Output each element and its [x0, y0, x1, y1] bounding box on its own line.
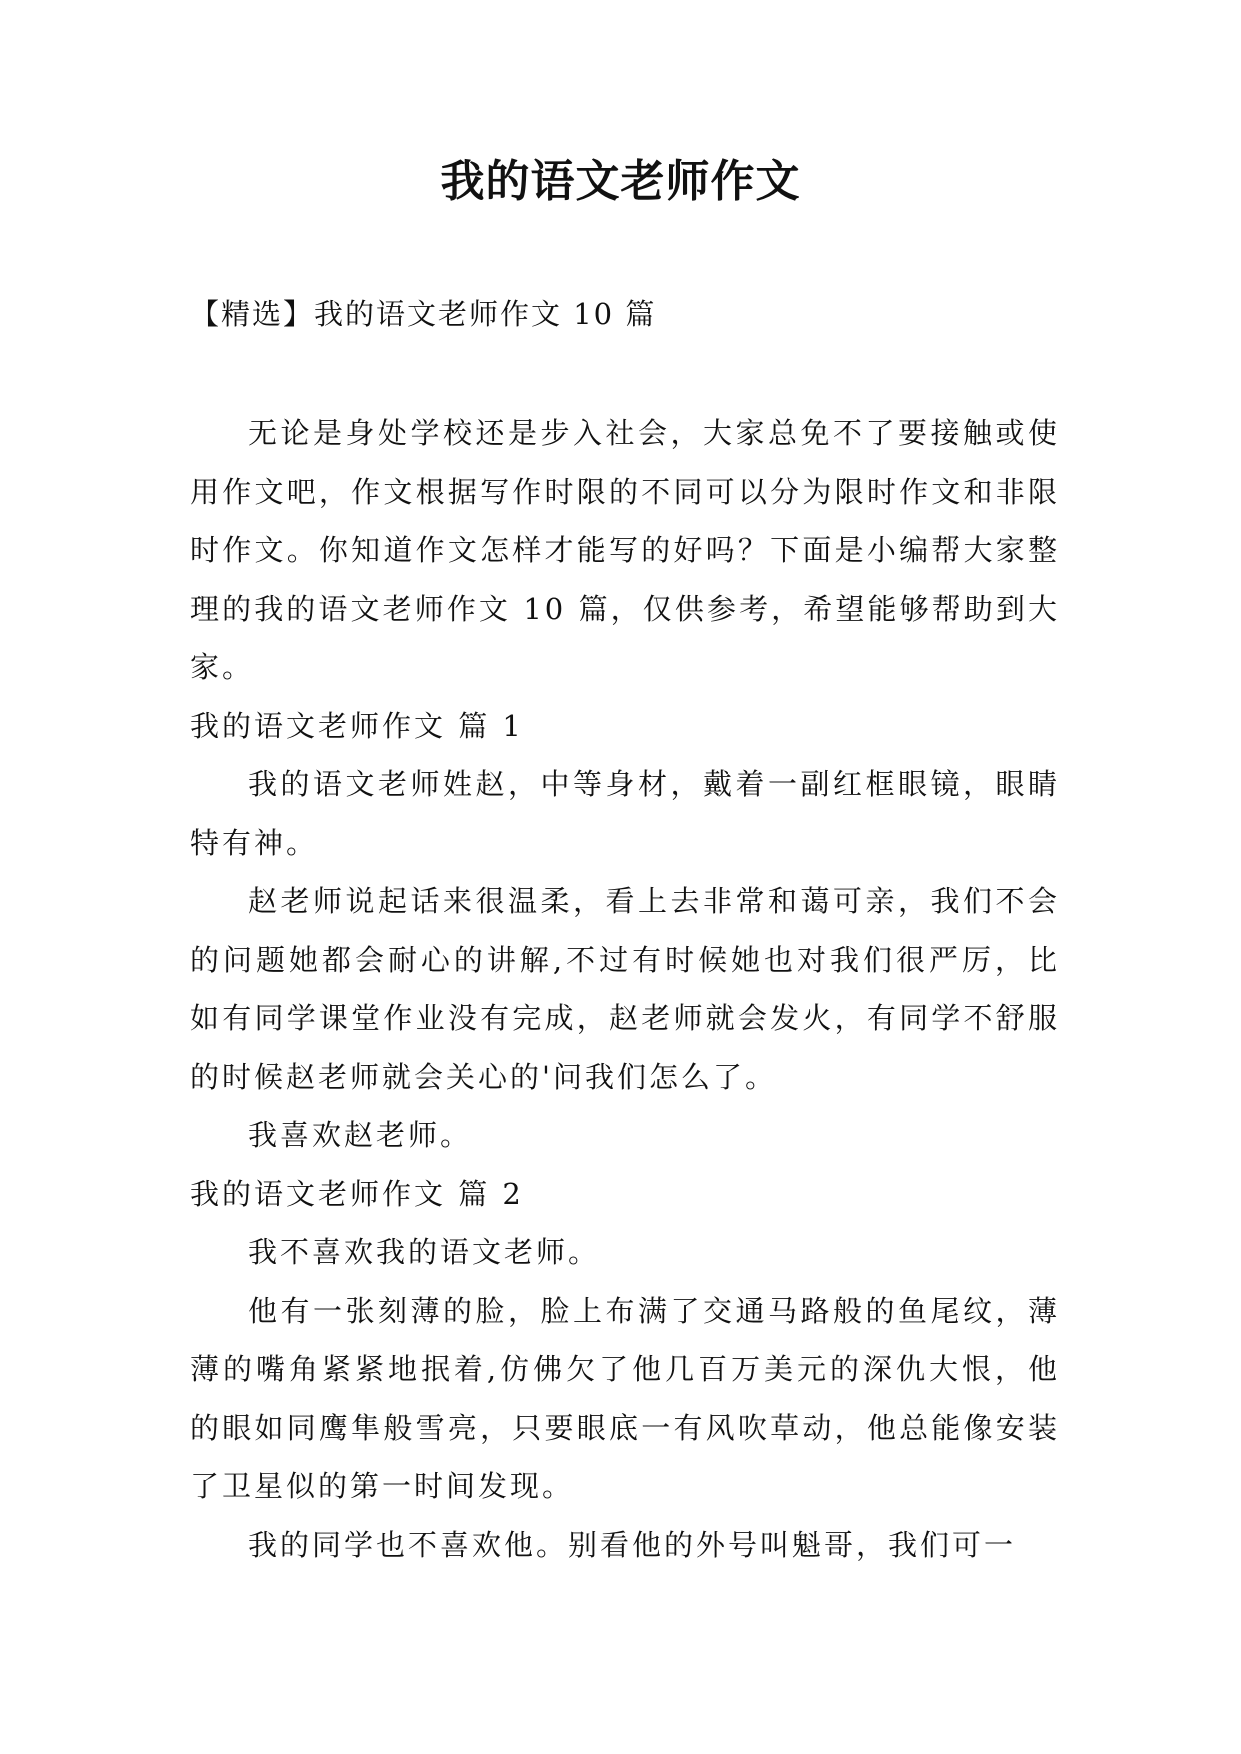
- document-title: 我的语文老师作文: [440, 156, 801, 207]
- section-heading-2: 我的语文老师作文 篇 2: [190, 1176, 524, 1211]
- section-heading-1: 我的语文老师作文 篇 1: [190, 708, 524, 743]
- document-body: [190, 404, 1060, 1574]
- paragraph: 我的同学也不喜欢他。别看他的外号叫魁哥，我们可一: [248, 1527, 1017, 1562]
- paragraph: 我喜欢赵老师。: [248, 1118, 473, 1152]
- paragraph: 他有一张刻薄的脸，脸上布满了交通马路般的鱼尾纹，薄薄的嘴角紧紧地抿着,仿佛欠了他几百万美元的深仇大恨，他的眼如同鹰隼般雪亮，只要眼底一有风吹草动，他总能像安装了卫星似的第一时间发现。: [190, 1293, 1060, 1503]
- paragraph: 我不喜欢我的语文老师。: [248, 1235, 601, 1269]
- document-subtitle: 【精选】我的语文老师作文 10 篇: [190, 297, 657, 331]
- paragraph: 赵老师说起话来很温柔，看上去非常和蔼可亲，我们不会的问题她都会耐心的讲解,不过有时候她也对我们很严厉，比如有同学课堂作业没有完成，赵老师就会发火，有同学不舒服的时候赵老师就会关心的'问我们怎么了。: [190, 884, 1060, 1094]
- intro-paragraph: 无论是身处学校还是步入社会，大家总免不了要接触或使用作文吧，作文根据写作时限的不同可以分为限时作文和非限时作文。你知道作文怎样才能写的好吗？下面是小编帮大家整理的我的语文老师作文 10 篇，仅供参考，希望能够帮助到大家。: [190, 416, 1060, 684]
- paragraph: 我的语文老师姓赵，中等身材，戴着一副红框眼镜，眼睛特有神。: [190, 767, 1060, 860]
